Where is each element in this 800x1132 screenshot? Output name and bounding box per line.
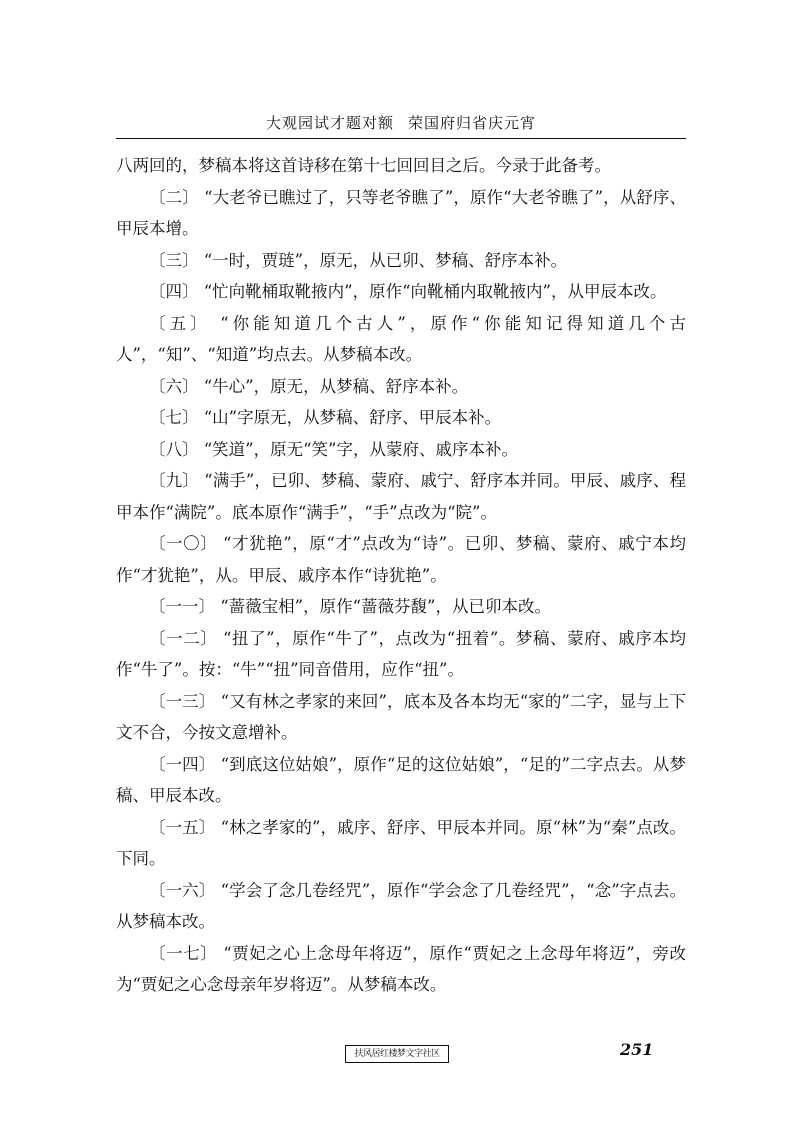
note-paragraph: 〔五〕 “你能知道几个古人”，原作“你能知记得知道几个古人”，“知”、“知道”均点去。从梦稿本改。 <box>116 313 686 364</box>
page-number: 251 <box>620 1040 654 1059</box>
header-rule <box>116 138 686 139</box>
note-paragraph: 八两回的，梦稿本将这首诗移在第十七回回目之后。今录于此备考。 <box>116 156 611 175</box>
note-paragraph: 〔一二〕 “扭了”，原作“牛了”，点改为“扭着”。梦稿、蒙府、戚序本均作“牛了”。按：“牛”“扭”同音借用，应作“扭”。 <box>116 628 686 679</box>
note-paragraph: 〔一〇〕 “才犹艳”，原“才”点改为“诗”。已卯、梦稿、蒙府、戚宁本均作“才犹艳”，从。甲辰、戚序本作“诗犹艳”。 <box>116 534 686 585</box>
watermark-stamp: 扶风居红楼梦文字社区 <box>345 1045 449 1063</box>
note-paragraph: 〔一三〕 “又有林之孝家的来回”，底本及各本均无“家的”二字，显与上下文不合，今按文意增补。 <box>116 691 686 742</box>
header-right-title: 荣国府归省庆元宵 <box>408 114 537 132</box>
notes-body <box>116 150 686 1001</box>
note-paragraph: 〔九〕 “满手”，已卯、梦稿、蒙府、戚宁、舒序本并同。甲辰、戚序、程甲本作“满院”。底本原作“满手”，“手”点改为“院”。 <box>116 471 686 522</box>
note-paragraph: 〔四〕 “忙向靴桶取靴掖内”，原作“向靴桶内取靴掖内”，从甲辰本改。 <box>149 282 667 301</box>
note-paragraph: 〔一四〕 “到底这位姑娘”，原作“足的这位姑娘”，“足的”二字点去。从梦稿、甲辰本改。 <box>116 754 686 805</box>
note-paragraph: 〔三〕 “一时，贾琏”，原无，从已卯、梦稿、舒序本补。 <box>149 250 568 270</box>
note-paragraph: 〔一六〕 “学会了念几卷经咒”，原作“学会念了几卷经咒”，“念”字点去。从梦稿本改。 <box>116 880 686 931</box>
note-paragraph: 〔八〕 “笑道”，原无“笑”字，从蒙府、戚序本补。 <box>149 439 518 459</box>
note-paragraph: 〔二〕 “大老爷已瞧过了，只等老爷瞧了”，原作“大老爷瞧了”，从舒序、甲辰本增。 <box>116 187 686 238</box>
note-paragraph: 〔一七〕 “贾妃之心上念母年将迈”，原作“贾妃之上念母年将迈”，旁改为“贾妃之心念母亲年岁将迈”。从梦稿本改。 <box>116 943 686 994</box>
note-paragraph: 〔七〕 “山”字原无，从梦稿、舒序、甲辰本补。 <box>149 408 502 427</box>
note-paragraph: 〔一五〕 “林之孝家的”，戚序、舒序、甲辰本并同。原“林”为“秦”点改。下同。 <box>116 817 686 868</box>
running-header <box>118 112 684 133</box>
header-left-title: 大观园试才题对额 <box>265 114 394 132</box>
note-paragraph: 〔一一〕 “蔷薇宝相”，原作“蔷薇芬馥”，从已卯本改。 <box>149 597 551 616</box>
note-paragraph: 〔六〕 “牛心”，原无，从梦稿、舒序本补。 <box>149 376 469 396</box>
